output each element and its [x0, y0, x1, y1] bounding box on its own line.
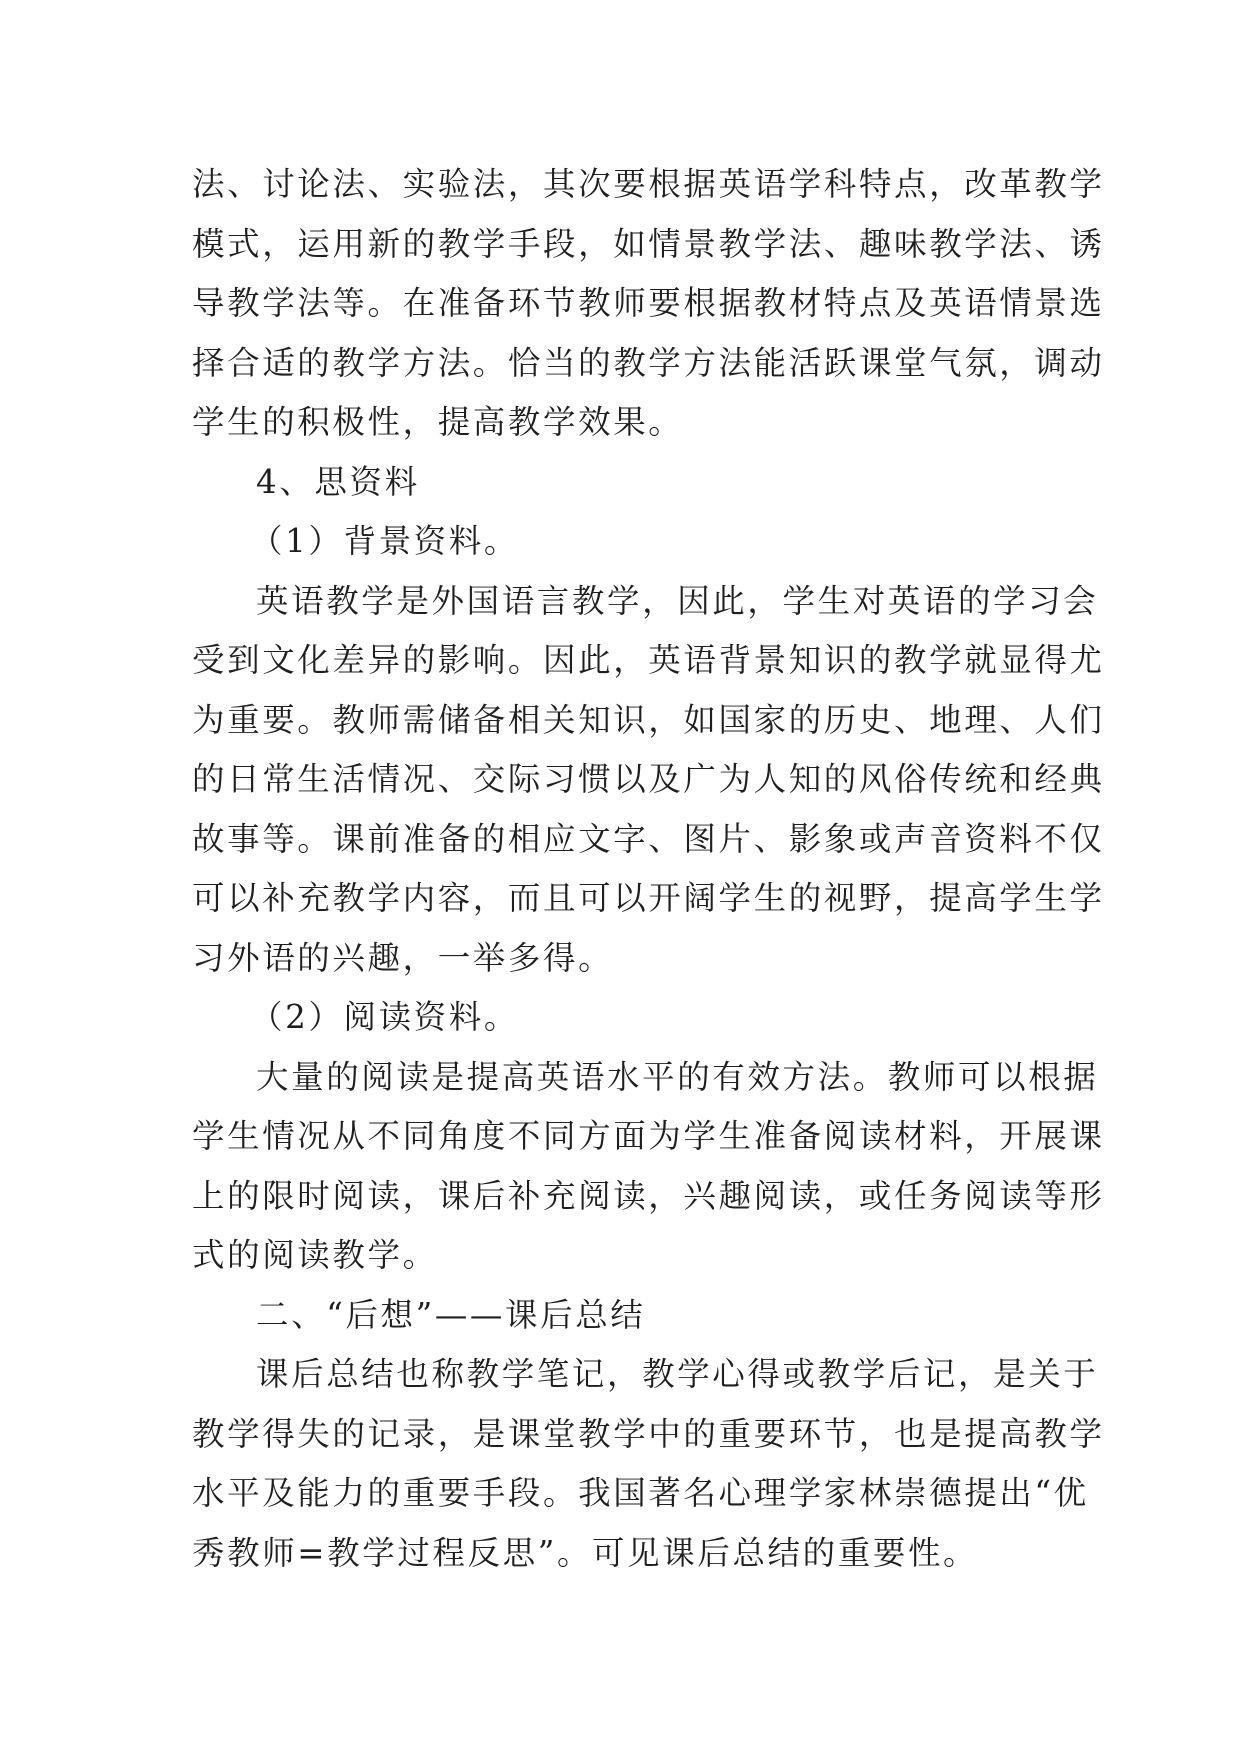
text-line: 为重要。教师需储备相关知识，如国家的历史、地理、人们 [192, 700, 1105, 739]
text-line: 导教学法等。在准备环节教师要根据教材特点及英语情景选 [192, 284, 1105, 322]
text-line: 大量的阅读是提高英语水平的有效方法。教师可以根据 [256, 1057, 1099, 1096]
text-line: 受到文化差异的影响。因此，英语背景知识的教学就显得尤 [192, 641, 1105, 679]
text-line: 英语教学是外国语言教学，因此，学生对英语的学习会 [256, 581, 1099, 620]
section-heading: 4、思资料 [256, 462, 420, 501]
text-line: 法、讨论法、实验法，其次要根据英语学科特点，改革教学 [192, 165, 1105, 203]
text-line: 的日常生活情况、交际习惯以及广为人知的风俗传统和经典 [192, 760, 1105, 798]
section-heading: 二、“后想”——课后总结 [256, 1295, 646, 1334]
text-line: 可以补充教学内容，而且可以开阔学生的视野，提高学生学 [192, 879, 1105, 917]
subsection-heading: （2）阅读资料。 [250, 998, 519, 1036]
text-line: 秀教师=教学过程反思”。可见课后总结的重要性。 [192, 1533, 979, 1572]
text-line: 水平及能力的重要手段。我国著名心理学家林崇德提出“优 [192, 1474, 1089, 1512]
document-body [192, 155, 1105, 1583]
text-line: 课后总结也称教学笔记，教学心得或教学后记，是关于 [256, 1355, 1099, 1393]
text-line: 习外语的兴趣，一举多得。 [192, 938, 614, 977]
text-line: 学生情况从不同角度不同方面为学生准备阅读材料，开展课 [192, 1117, 1105, 1155]
text-line: 择合适的教学方法。恰当的教学方法能活跃课堂气氛，调动 [192, 343, 1105, 382]
text-line: 学生的积极性，提高教学效果。 [192, 403, 684, 441]
text-line: 教学得失的记录，是课堂教学中的重要环节，也是提高教学 [192, 1414, 1105, 1453]
subsection-heading: （1）背景资料。 [250, 522, 519, 560]
text-line: 式的阅读教学。 [192, 1236, 438, 1274]
text-line: 模式，运用新的教学手段，如情景教学法、趣味教学法、诱 [192, 224, 1105, 263]
text-line: 上的限时阅读，课后补充阅读，兴趣阅读，或任务阅读等形 [192, 1176, 1105, 1215]
text-line: 故事等。课前准备的相应文字、图片、影象或声音资料不仅 [192, 819, 1105, 858]
